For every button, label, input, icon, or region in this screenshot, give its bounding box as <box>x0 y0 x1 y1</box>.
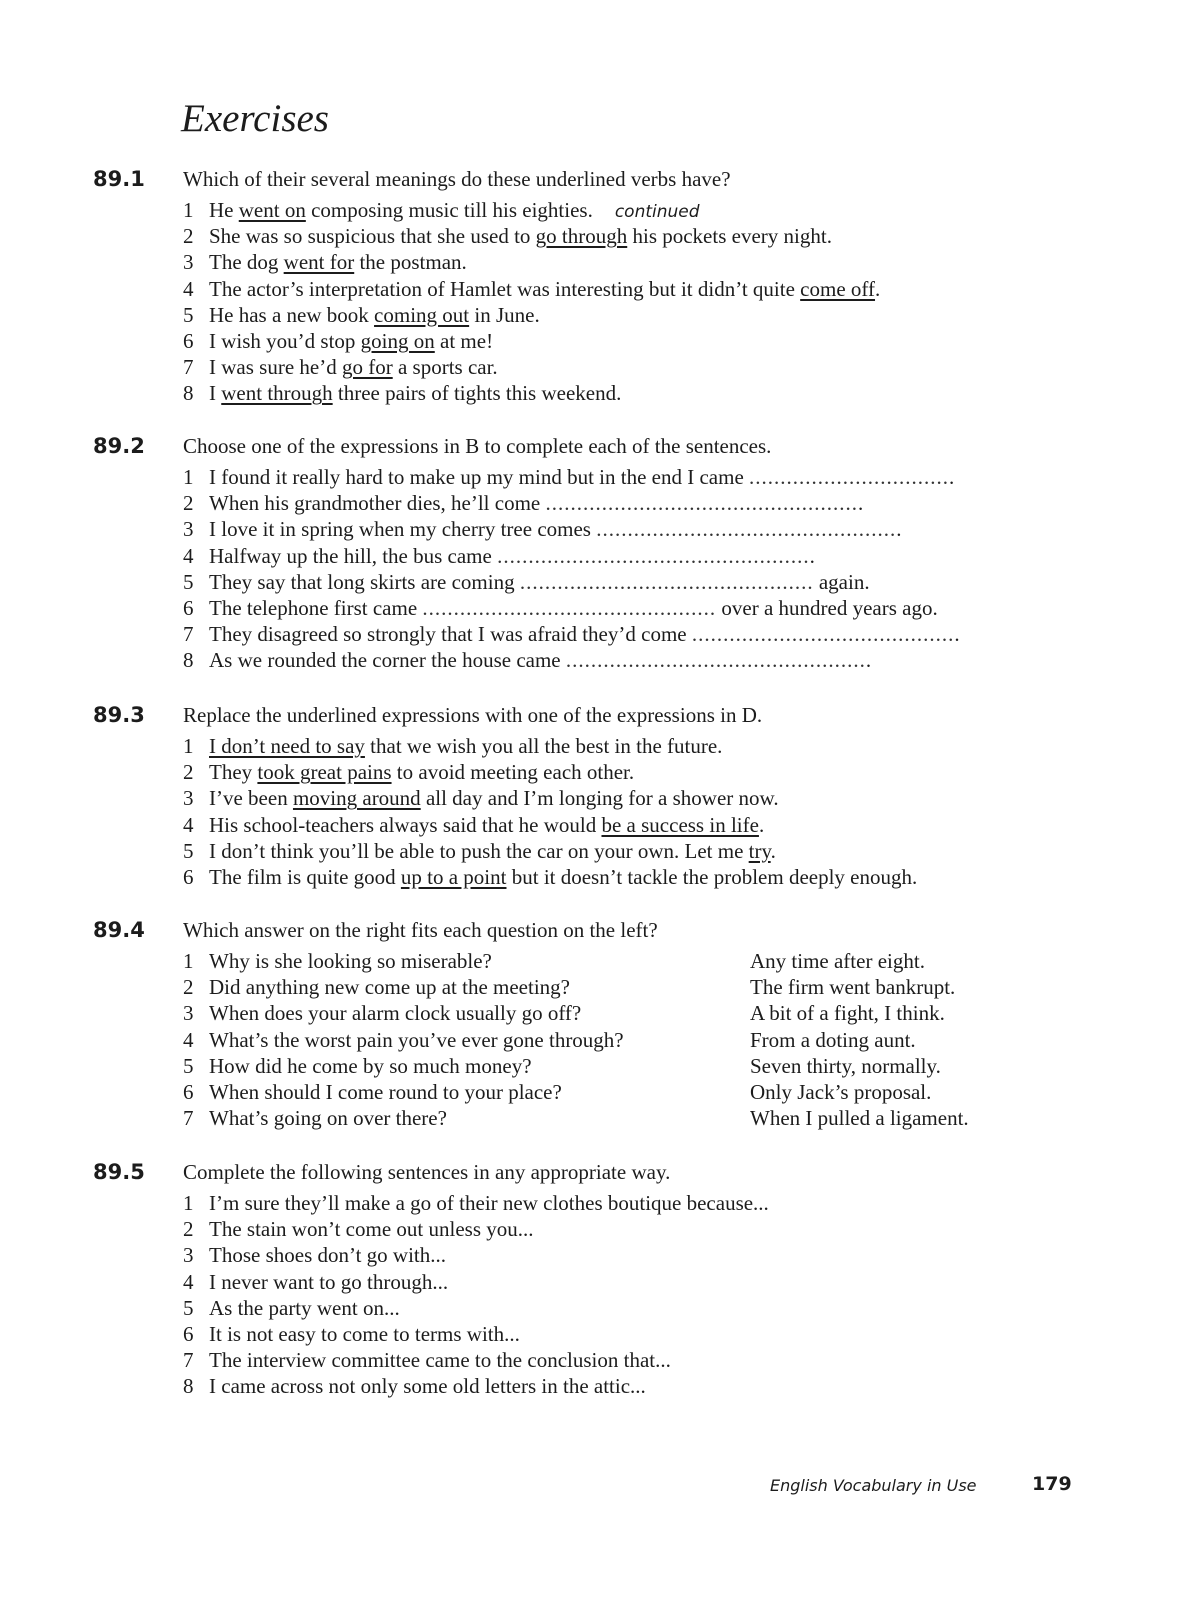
item-text: the postman. <box>354 250 467 275</box>
item-number: 1 <box>183 198 194 222</box>
item-number: 3 <box>183 1001 194 1026</box>
item-text: I’ve been <box>209 786 293 811</box>
item-text: over a hundred years ago. <box>716 595 938 620</box>
item-text: I never want to go through... <box>209 1269 449 1294</box>
list-item <box>183 812 1083 838</box>
page-title: Exercises <box>181 97 329 140</box>
list-item <box>183 197 1083 223</box>
item-number: 8 <box>183 381 194 406</box>
question-text: What’s the worst pain you’ve ever gone through? <box>209 1027 624 1052</box>
item-text: Halfway up the hill, the bus came <box>209 543 498 568</box>
item-number: 7 <box>183 355 194 380</box>
list-item <box>183 647 1083 673</box>
list-item <box>183 380 1083 406</box>
list-item <box>183 1269 1083 1295</box>
answer-text: Only Jack’s proposal. <box>750 1079 932 1104</box>
answer-text: From a doting aunt. <box>750 1027 916 1052</box>
item-text: I came across not only some old letters in the attic... <box>209 1374 646 1399</box>
item-text: They disagreed so strongly that I was afraid they’d come <box>209 622 692 647</box>
item-text: It is not easy to come to terms with... <box>209 1321 520 1346</box>
item-number: 3 <box>183 517 194 542</box>
item-number: 5 <box>183 569 194 594</box>
list-item <box>183 838 1083 864</box>
item-number: 7 <box>183 1106 194 1131</box>
item-text: . <box>896 517 902 542</box>
answer-blank: ................................................ <box>565 648 866 673</box>
item-number: 2 <box>183 224 194 249</box>
item-number: 2 <box>183 491 194 516</box>
underlined-expression: took great pains <box>257 760 392 785</box>
item-text: His school-teachers always said that he would <box>209 812 602 837</box>
answer-blank: ................................................ <box>596 517 897 542</box>
item-number: 6 <box>183 328 194 353</box>
answer-blank: ............................................... <box>519 569 814 594</box>
item-number: 8 <box>183 1374 194 1399</box>
underlined-verb: come off <box>800 276 876 301</box>
item-text: all day and I’m longing for a shower now. <box>420 786 779 811</box>
item-number: 1 <box>183 949 194 973</box>
exercise-number: 89.3 <box>93 703 145 727</box>
list-item <box>183 276 1083 302</box>
item-text: The stain won’t come out unless you... <box>209 1217 534 1242</box>
list-item <box>183 864 1083 890</box>
item-text: . <box>857 491 864 516</box>
item-text: He <box>209 198 239 222</box>
exercise-number: 89.5 <box>93 1160 145 1184</box>
answer-blank: .................................................. <box>545 491 858 516</box>
exercise-instruction: Which answer on the right fits each question on the left? <box>183 918 658 942</box>
list-item <box>183 464 1083 490</box>
item-number: 4 <box>183 812 194 837</box>
item-number: 7 <box>183 1348 194 1373</box>
item-text: The dog <box>209 250 284 275</box>
list-item <box>183 785 1083 811</box>
list-item <box>183 249 1083 275</box>
exercise-instruction: Complete the following sentences in any appropriate way. <box>183 1160 671 1184</box>
item-number: 2 <box>183 760 194 785</box>
item-number: 5 <box>183 838 194 863</box>
answer-blank: .......................................... <box>691 622 955 647</box>
item-number: 1 <box>183 1191 194 1215</box>
footer-book-title: English Vocabulary in Use <box>770 1476 977 1495</box>
item-text: I love it in spring when my cherry tree comes <box>209 517 597 542</box>
item-number: 4 <box>183 543 194 568</box>
item-text: at me! <box>434 328 494 353</box>
item-text: She was so suspicious that she used to <box>209 224 536 249</box>
list-item <box>183 1347 1083 1373</box>
item-number: 6 <box>183 1079 194 1104</box>
item-text: As the party went on... <box>209 1295 400 1320</box>
item-number: 5 <box>183 1295 194 1320</box>
exercise-number: 89.1 <box>93 167 145 191</box>
exercise-instruction: Which of their several meanings do these underlined verbs have? <box>183 167 731 191</box>
item-text: . <box>865 648 872 673</box>
item-text: I found it really hard to make up my mind but in the end I came <box>209 465 750 489</box>
list-item <box>183 354 1083 380</box>
item-text: I <box>209 381 222 406</box>
exercise-items <box>183 1190 1083 1400</box>
list-item <box>183 1321 1083 1347</box>
underlined-verb: went for <box>283 250 355 275</box>
answer-blank: .................................................. <box>497 543 810 568</box>
item-text: three pairs of tights this weekend. <box>332 381 622 406</box>
list-item <box>183 1027 1083 1053</box>
item-number: 5 <box>183 302 194 327</box>
exercise-number: 89.4 <box>93 918 145 942</box>
underlined-expression: try <box>748 838 771 863</box>
item-text: . <box>875 276 881 301</box>
item-text: . <box>758 812 765 837</box>
underlined-verb: went on <box>238 198 306 222</box>
question-text: When does your alarm clock usually go off? <box>209 1001 582 1026</box>
item-number: 5 <box>183 1053 194 1078</box>
list-item <box>183 759 1083 785</box>
question-text: Why is she looking so miserable? <box>209 949 492 973</box>
list-item <box>183 223 1083 249</box>
item-text: They <box>209 760 258 785</box>
answer-text: A bit of a fight, I think. <box>750 1001 945 1026</box>
underlined-verb: go through <box>535 224 628 249</box>
list-item <box>183 1373 1083 1399</box>
underlined-verb: went through <box>221 381 333 406</box>
item-text: The actor’s interpretation of Hamlet was interesting but it didn’t quite <box>209 276 801 301</box>
item-text: They say that long skirts are coming <box>209 569 520 594</box>
item-number: 3 <box>183 786 194 811</box>
item-number: 2 <box>183 1217 194 1242</box>
item-number: 6 <box>183 595 194 620</box>
item-text: . <box>949 465 955 489</box>
exercise-items <box>183 733 1083 890</box>
list-item <box>183 543 1083 569</box>
list-item <box>183 1216 1083 1242</box>
item-text: The interview committee came to the conclusion that... <box>209 1348 671 1373</box>
item-text: When his grandmother dies, he’ll come <box>209 491 546 516</box>
underlined-verb: coming out <box>374 302 470 327</box>
item-number: 1 <box>183 734 194 758</box>
underlined-verb: go for <box>341 355 393 380</box>
item-number: 1 <box>183 465 194 489</box>
item-text: . <box>954 622 960 647</box>
item-number: 4 <box>183 276 194 301</box>
exercise-instruction: Choose one of the expressions in B to complete each of the sentences. <box>183 434 772 458</box>
item-number: 6 <box>183 1321 194 1346</box>
answer-text: Any time after eight. <box>750 949 925 973</box>
item-number: 3 <box>183 1243 194 1268</box>
list-item <box>183 490 1083 516</box>
item-text: his pockets every night. <box>627 224 832 249</box>
list-item <box>183 516 1083 542</box>
item-number: 7 <box>183 622 194 647</box>
list-item <box>183 1079 1083 1105</box>
list-item <box>183 621 1083 647</box>
underlined-expression: moving around <box>292 786 421 811</box>
item-text: . <box>809 543 815 568</box>
question-text: Did anything new come up at the meeting? <box>209 975 570 1000</box>
answer-text: The firm went bankrupt. <box>750 975 956 1000</box>
item-number: 3 <box>183 250 194 275</box>
answer-text: Seven thirty, normally. <box>750 1053 941 1078</box>
example-answer: continued <box>614 202 700 222</box>
item-number: 4 <box>183 1269 194 1294</box>
underlined-verb: going on <box>360 328 435 353</box>
question-text: How did he come by so much money? <box>209 1053 532 1078</box>
item-text: again. <box>813 569 870 594</box>
item-number: 8 <box>183 648 194 673</box>
answer-blank: ................................ <box>749 465 950 489</box>
item-text: I was sure he’d <box>209 355 342 380</box>
item-text: a sports car. <box>392 355 498 380</box>
item-text: but it doesn’t tackle the problem deeply enough. <box>506 864 918 889</box>
question-text: When should I come round to your place? <box>209 1079 562 1104</box>
item-text: Those shoes don’t go with... <box>209 1243 447 1268</box>
item-text: I wish you’d stop <box>209 328 361 353</box>
list-item <box>183 302 1083 328</box>
underlined-expression: up to a point <box>400 864 507 889</box>
item-text: The telephone first came <box>209 595 423 620</box>
underlined-expression: be a success in life <box>601 812 759 837</box>
item-text: He has a new book <box>209 302 375 327</box>
list-item <box>183 1295 1083 1321</box>
item-text: As we rounded the corner the house came <box>209 648 566 673</box>
list-item <box>183 569 1083 595</box>
item-text: . <box>770 838 776 863</box>
list-item <box>183 733 1083 759</box>
item-number: 2 <box>183 975 194 1000</box>
exercise-number: 89.2 <box>93 434 145 458</box>
exercise-items <box>183 464 1083 674</box>
list-item <box>183 1000 1083 1026</box>
list-item <box>183 948 1083 974</box>
exercise-instruction: Replace the underlined expressions with one of the expressions in D. <box>183 703 763 727</box>
answer-blank: ............................................... <box>422 595 717 620</box>
item-text: in June. <box>469 302 540 327</box>
page-number: 179 <box>1032 1473 1072 1495</box>
item-text: I’m sure they’ll make a go of their new clothes boutique because... <box>209 1191 769 1215</box>
list-item <box>183 1242 1083 1268</box>
item-number: 4 <box>183 1027 194 1052</box>
item-text: I don’t think you’ll be able to push the car on your own. Let me <box>209 838 749 863</box>
exercise-items <box>183 197 1083 407</box>
item-number: 6 <box>183 864 194 889</box>
list-item <box>183 1053 1083 1079</box>
item-text: composing music till his eighties. <box>305 198 593 222</box>
list-item <box>183 1190 1083 1216</box>
item-text: to avoid meeting each other. <box>391 760 635 785</box>
answer-text: When I pulled a ligament. <box>750 1106 969 1131</box>
question-text: What’s going on over there? <box>209 1106 447 1131</box>
item-text: that we wish you all the best in the future. <box>364 734 723 758</box>
list-item <box>183 328 1083 354</box>
list-item <box>183 595 1083 621</box>
item-text: The film is quite good <box>209 864 401 889</box>
underlined-expression: I don’t need to say <box>209 734 365 758</box>
